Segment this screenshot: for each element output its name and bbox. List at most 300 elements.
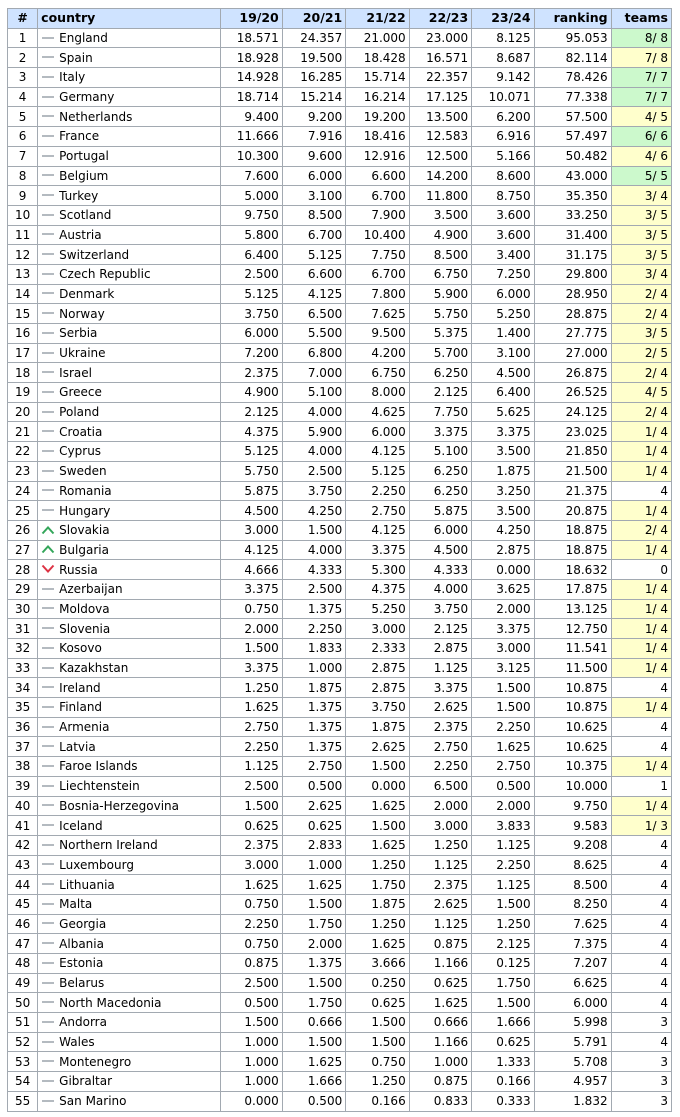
header-season-20-21[interactable]: 20/21 — [282, 9, 345, 29]
season-23-24-cell: 3.250 — [472, 481, 534, 501]
rank-cell: 42 — [8, 835, 38, 855]
season-21-22-cell: 6.000 — [346, 422, 409, 442]
rank-cell: 46 — [8, 914, 38, 934]
season-23-24-cell: 1.500 — [472, 894, 534, 914]
season-20-21-cell: 24.357 — [282, 28, 345, 48]
season-19-20-cell: 1.625 — [221, 698, 282, 718]
country-cell — [38, 698, 221, 718]
season-22-23-cell: 8.500 — [409, 245, 471, 265]
teams-cell: 4 — [611, 914, 671, 934]
season-22-23-cell: 14.200 — [409, 166, 471, 186]
rank-cell: 39 — [8, 776, 38, 796]
season-23-24-cell: 1.875 — [472, 461, 534, 481]
season-22-23-cell: 5.750 — [409, 304, 471, 324]
ranking-cell: 13.125 — [534, 599, 611, 619]
season-21-22-cell: 6.750 — [346, 363, 409, 383]
season-21-22-cell: 1.875 — [346, 894, 409, 914]
season-20-21-cell: 8.500 — [282, 205, 345, 225]
country-name: Poland — [59, 405, 100, 420]
rank-cell: 26 — [8, 520, 38, 540]
season-23-24-cell: 6.200 — [472, 107, 534, 127]
season-20-21-cell: 3.750 — [282, 481, 345, 501]
rank-cell: 50 — [8, 993, 38, 1013]
season-19-20-cell: 2.500 — [221, 973, 282, 993]
table-row — [8, 304, 672, 324]
country-name: Hungary — [59, 503, 111, 518]
table-row — [8, 993, 672, 1013]
ranking-cell: 1.832 — [534, 1091, 611, 1111]
season-20-21-cell: 0.625 — [282, 816, 345, 836]
header-season-19-20[interactable]: 19/20 — [221, 9, 282, 29]
no-change-dash-icon — [41, 328, 55, 338]
ranking-cell: 33.250 — [534, 205, 611, 225]
season-19-20-cell: 2.500 — [221, 264, 282, 284]
season-21-22-cell: 8.000 — [346, 383, 409, 403]
teams-cell: 2/ 4 — [611, 402, 671, 422]
rank-cell: 20 — [8, 402, 38, 422]
country-cell — [38, 540, 221, 560]
season-19-20-cell: 1.000 — [221, 1032, 282, 1052]
season-20-21-cell: 15.214 — [282, 87, 345, 107]
table-row — [8, 461, 672, 481]
country-name: Belgium — [59, 168, 109, 183]
country-name: Liechtenstein — [59, 779, 140, 794]
teams-cell: 3 — [611, 1072, 671, 1092]
season-21-22-cell: 5.250 — [346, 599, 409, 619]
table-row — [8, 481, 672, 501]
season-19-20-cell: 2.250 — [221, 914, 282, 934]
teams-cell: 1/ 4 — [611, 639, 671, 659]
season-19-20-cell: 0.625 — [221, 816, 282, 836]
season-21-22-cell: 1.250 — [346, 1072, 409, 1092]
season-23-24-cell: 3.600 — [472, 225, 534, 245]
no-change-dash-icon — [41, 505, 55, 515]
season-22-23-cell: 2.125 — [409, 619, 471, 639]
teams-cell: 2/ 5 — [611, 343, 671, 363]
rank-cell: 38 — [8, 757, 38, 777]
teams-cell: 3/ 5 — [611, 245, 671, 265]
season-22-23-cell: 16.571 — [409, 48, 471, 68]
country-name: Belarus — [59, 976, 105, 991]
rank-cell: 35 — [8, 698, 38, 718]
season-19-20-cell: 5.125 — [221, 442, 282, 462]
season-21-22-cell: 1.625 — [346, 934, 409, 954]
country-name: Austria — [59, 227, 102, 242]
no-change-dash-icon — [41, 111, 55, 121]
season-20-21-cell: 4.000 — [282, 540, 345, 560]
season-20-21-cell: 1.500 — [282, 894, 345, 914]
ranking-cell: 5.791 — [534, 1032, 611, 1052]
season-23-24-cell: 3.000 — [472, 639, 534, 659]
season-22-23-cell: 5.900 — [409, 284, 471, 304]
table-row — [8, 1072, 672, 1092]
season-19-20-cell: 5.875 — [221, 481, 282, 501]
rank-cell: 53 — [8, 1052, 38, 1072]
header-ranking[interactable]: ranking — [534, 9, 611, 29]
season-23-24-cell: 6.400 — [472, 383, 534, 403]
rank-cell: 37 — [8, 737, 38, 757]
season-19-20-cell: 1.500 — [221, 639, 282, 659]
ranking-cell: 20.875 — [534, 501, 611, 521]
country-name: Georgia — [59, 916, 107, 931]
country-cell — [38, 304, 221, 324]
rank-cell: 16 — [8, 324, 38, 344]
ranking-cell: 35.350 — [534, 186, 611, 206]
no-change-dash-icon — [41, 682, 55, 692]
country-name: Italy — [59, 70, 86, 85]
ranking-cell: 9.208 — [534, 835, 611, 855]
season-20-21-cell: 1.375 — [282, 717, 345, 737]
teams-cell: 4/ 5 — [611, 107, 671, 127]
no-change-dash-icon — [41, 210, 55, 220]
country-name: Bulgaria — [59, 542, 109, 557]
season-23-24-cell: 3.400 — [472, 245, 534, 265]
no-change-dash-icon — [41, 308, 55, 318]
season-21-22-cell: 6.700 — [346, 264, 409, 284]
teams-cell: 2/ 4 — [611, 284, 671, 304]
season-23-24-cell: 3.500 — [472, 501, 534, 521]
season-23-24-cell: 8.750 — [472, 186, 534, 206]
country-cell — [38, 501, 221, 521]
rank-cell: 49 — [8, 973, 38, 993]
teams-cell: 4 — [611, 993, 671, 1013]
teams-cell: 2/ 4 — [611, 304, 671, 324]
season-19-20-cell: 1.000 — [221, 1072, 282, 1092]
season-19-20-cell: 5.800 — [221, 225, 282, 245]
rank-up-icon — [41, 544, 55, 554]
season-23-24-cell: 2.125 — [472, 934, 534, 954]
country-cell — [38, 383, 221, 403]
season-21-22-cell: 2.625 — [346, 737, 409, 757]
rank-cell: 54 — [8, 1072, 38, 1092]
no-change-dash-icon — [41, 997, 55, 1007]
rank-cell: 55 — [8, 1091, 38, 1111]
rank-cell: 6 — [8, 127, 38, 147]
table-body — [8, 28, 672, 1111]
ranking-cell: 12.750 — [534, 619, 611, 639]
season-20-21-cell: 1.750 — [282, 993, 345, 1013]
header-rank[interactable]: # — [8, 9, 38, 29]
country-name: Portugal — [59, 149, 109, 164]
header-country[interactable]: country — [38, 9, 221, 29]
season-22-23-cell: 0.833 — [409, 1091, 471, 1111]
season-20-21-cell: 1.375 — [282, 698, 345, 718]
rank-cell: 17 — [8, 343, 38, 363]
country-name: Estonia — [59, 956, 104, 971]
season-22-23-cell: 3.375 — [409, 678, 471, 698]
ranking-cell: 10.875 — [534, 698, 611, 718]
no-change-dash-icon — [41, 151, 55, 161]
season-21-22-cell: 18.416 — [346, 127, 409, 147]
season-23-24-cell: 3.125 — [472, 658, 534, 678]
no-change-dash-icon — [41, 367, 55, 377]
table-row — [8, 205, 672, 225]
teams-cell: 4 — [611, 835, 671, 855]
country-name: Slovakia — [59, 523, 110, 538]
table-row — [8, 284, 672, 304]
table-row — [8, 363, 672, 383]
rank-cell: 48 — [8, 954, 38, 974]
season-23-24-cell: 0.166 — [472, 1072, 534, 1092]
teams-cell: 3 — [611, 1091, 671, 1111]
table-row — [8, 816, 672, 836]
season-20-21-cell: 6.600 — [282, 264, 345, 284]
country-cell — [38, 560, 221, 580]
season-20-21-cell: 1.500 — [282, 1032, 345, 1052]
country-name: Romania — [59, 483, 112, 498]
table-row — [8, 127, 672, 147]
country-cell — [38, 146, 221, 166]
rank-cell: 24 — [8, 481, 38, 501]
season-22-23-cell: 13.500 — [409, 107, 471, 127]
rank-cell: 32 — [8, 639, 38, 659]
ranking-cell: 9.750 — [534, 796, 611, 816]
country-cell — [38, 481, 221, 501]
teams-cell: 4 — [611, 737, 671, 757]
header-season-23-24[interactable]: 23/24 — [472, 9, 534, 29]
no-change-dash-icon — [41, 584, 55, 594]
country-name: Israel — [59, 365, 92, 380]
season-23-24-cell: 5.166 — [472, 146, 534, 166]
rank-cell: 2 — [8, 48, 38, 68]
country-cell — [38, 343, 221, 363]
teams-cell: 8/ 8 — [611, 28, 671, 48]
country-cell — [38, 205, 221, 225]
season-22-23-cell: 7.750 — [409, 402, 471, 422]
country-name: Moldova — [59, 601, 110, 616]
season-23-24-cell: 2.250 — [472, 717, 534, 737]
season-19-20-cell: 4.500 — [221, 501, 282, 521]
season-23-24-cell: 3.375 — [472, 619, 534, 639]
table-row — [8, 796, 672, 816]
season-20-21-cell: 1.375 — [282, 954, 345, 974]
rank-cell: 9 — [8, 186, 38, 206]
country-name: Iceland — [59, 818, 103, 833]
country-name: Albania — [59, 936, 104, 951]
table-row — [8, 343, 672, 363]
country-name: Denmark — [59, 286, 115, 301]
season-23-24-cell: 3.100 — [472, 343, 534, 363]
rank-cell: 27 — [8, 540, 38, 560]
season-22-23-cell: 0.625 — [409, 973, 471, 993]
rank-cell: 13 — [8, 264, 38, 284]
season-20-21-cell: 4.125 — [282, 284, 345, 304]
no-change-dash-icon — [41, 1056, 55, 1066]
ranking-cell: 31.400 — [534, 225, 611, 245]
country-name: San Marino — [59, 1094, 127, 1109]
season-23-24-cell: 5.625 — [472, 402, 534, 422]
teams-cell: 1/ 4 — [611, 422, 671, 442]
ranking-cell: 11.541 — [534, 639, 611, 659]
ranking-cell: 8.250 — [534, 894, 611, 914]
table-row — [8, 835, 672, 855]
country-name: Andorra — [59, 1015, 107, 1030]
ranking-cell: 5.708 — [534, 1052, 611, 1072]
country-cell — [38, 1072, 221, 1092]
season-20-21-cell: 5.900 — [282, 422, 345, 442]
no-change-dash-icon — [41, 72, 55, 82]
country-cell — [38, 914, 221, 934]
rank-cell: 36 — [8, 717, 38, 737]
season-19-20-cell: 6.000 — [221, 324, 282, 344]
season-21-22-cell: 12.916 — [346, 146, 409, 166]
season-21-22-cell: 1.250 — [346, 855, 409, 875]
header-season-21-22[interactable]: 21/22 — [346, 9, 409, 29]
season-19-20-cell: 0.000 — [221, 1091, 282, 1111]
season-22-23-cell: 2.250 — [409, 757, 471, 777]
season-22-23-cell: 5.100 — [409, 442, 471, 462]
teams-cell: 4 — [611, 934, 671, 954]
teams-cell: 1/ 4 — [611, 599, 671, 619]
country-cell — [38, 619, 221, 639]
country-name: Turkey — [59, 188, 99, 203]
country-cell — [38, 166, 221, 186]
country-cell — [38, 1032, 221, 1052]
ranking-cell: 27.000 — [534, 343, 611, 363]
country-name: Czech Republic — [59, 267, 151, 282]
season-19-20-cell: 3.750 — [221, 304, 282, 324]
teams-cell: 4 — [611, 894, 671, 914]
table-row — [8, 107, 672, 127]
table-row — [8, 875, 672, 895]
no-change-dash-icon — [41, 859, 55, 869]
season-21-22-cell: 2.875 — [346, 678, 409, 698]
no-change-dash-icon — [41, 623, 55, 633]
season-19-20-cell: 3.000 — [221, 520, 282, 540]
country-cell — [38, 186, 221, 206]
season-22-23-cell: 1.250 — [409, 835, 471, 855]
ranking-cell: 10.875 — [534, 678, 611, 698]
ranking-cell: 50.482 — [534, 146, 611, 166]
season-22-23-cell: 1.000 — [409, 1052, 471, 1072]
teams-cell: 3 — [611, 1013, 671, 1033]
rank-cell: 47 — [8, 934, 38, 954]
teams-cell: 4 — [611, 1032, 671, 1052]
season-23-24-cell: 3.833 — [472, 816, 534, 836]
rank-cell: 3 — [8, 68, 38, 88]
ranking-cell: 18.875 — [534, 520, 611, 540]
season-22-23-cell: 3.000 — [409, 816, 471, 836]
no-change-dash-icon — [41, 426, 55, 436]
season-21-22-cell: 0.166 — [346, 1091, 409, 1111]
teams-cell: 4 — [611, 954, 671, 974]
season-20-21-cell: 4.000 — [282, 442, 345, 462]
season-23-24-cell: 9.142 — [472, 68, 534, 88]
table-row — [8, 324, 672, 344]
ranking-cell: 10.625 — [534, 717, 611, 737]
season-19-20-cell: 2.375 — [221, 363, 282, 383]
table-row — [8, 520, 672, 540]
rank-cell: 22 — [8, 442, 38, 462]
teams-cell: 2/ 4 — [611, 363, 671, 383]
country-cell — [38, 639, 221, 659]
country-cell — [38, 245, 221, 265]
no-change-dash-icon — [41, 33, 55, 43]
season-19-20-cell: 0.750 — [221, 599, 282, 619]
rank-down-icon — [41, 564, 55, 574]
season-23-24-cell: 0.000 — [472, 560, 534, 580]
table-row — [8, 48, 672, 68]
ranking-cell: 26.875 — [534, 363, 611, 383]
season-20-21-cell: 1.000 — [282, 658, 345, 678]
country-cell — [38, 776, 221, 796]
ranking-cell: 29.800 — [534, 264, 611, 284]
header-teams[interactable]: teams — [611, 9, 671, 29]
country-name: Lithuania — [59, 877, 115, 892]
country-name: Ukraine — [59, 346, 106, 361]
season-19-20-cell: 1.000 — [221, 1052, 282, 1072]
country-cell — [38, 107, 221, 127]
ranking-cell: 23.025 — [534, 422, 611, 442]
season-20-21-cell: 1.375 — [282, 737, 345, 757]
season-22-23-cell: 1.166 — [409, 954, 471, 974]
season-21-22-cell: 1.500 — [346, 757, 409, 777]
season-20-21-cell: 16.285 — [282, 68, 345, 88]
country-name: Wales — [59, 1035, 95, 1050]
season-20-21-cell: 5.500 — [282, 324, 345, 344]
ranking-cell: 28.875 — [534, 304, 611, 324]
ranking-cell: 9.583 — [534, 816, 611, 836]
header-season-22-23[interactable]: 22/23 — [409, 9, 471, 29]
rank-cell: 19 — [8, 383, 38, 403]
teams-cell: 0 — [611, 560, 671, 580]
rank-cell: 11 — [8, 225, 38, 245]
season-20-21-cell: 1.625 — [282, 875, 345, 895]
no-change-dash-icon — [41, 1076, 55, 1086]
teams-cell: 4 — [611, 855, 671, 875]
season-21-22-cell: 2.250 — [346, 481, 409, 501]
season-20-21-cell: 2.500 — [282, 461, 345, 481]
country-cell — [38, 264, 221, 284]
season-23-24-cell: 4.250 — [472, 520, 534, 540]
country-cell — [38, 934, 221, 954]
country-name: Greece — [59, 385, 102, 400]
season-22-23-cell: 2.625 — [409, 894, 471, 914]
no-change-dash-icon — [41, 741, 55, 751]
season-19-20-cell: 1.500 — [221, 796, 282, 816]
country-cell — [38, 127, 221, 147]
country-cell — [38, 442, 221, 462]
season-23-24-cell: 1.500 — [472, 698, 534, 718]
country-cell — [38, 87, 221, 107]
country-cell — [38, 894, 221, 914]
country-cell — [38, 973, 221, 993]
teams-cell: 1/ 4 — [611, 757, 671, 777]
season-23-24-cell: 1.666 — [472, 1013, 534, 1033]
ranking-cell: 7.375 — [534, 934, 611, 954]
season-21-22-cell: 0.750 — [346, 1052, 409, 1072]
table-row — [8, 1013, 672, 1033]
ranking-cell: 21.375 — [534, 481, 611, 501]
ranking-cell: 11.500 — [534, 658, 611, 678]
season-19-20-cell: 0.750 — [221, 894, 282, 914]
country-name: Faroe Islands — [59, 759, 138, 774]
no-change-dash-icon — [41, 643, 55, 653]
rank-cell: 1 — [8, 28, 38, 48]
no-change-dash-icon — [41, 603, 55, 613]
season-22-23-cell: 1.125 — [409, 855, 471, 875]
season-23-24-cell: 3.500 — [472, 442, 534, 462]
country-name: Malta — [59, 897, 93, 912]
teams-cell: 1/ 4 — [611, 619, 671, 639]
teams-cell: 3/ 4 — [611, 264, 671, 284]
country-cell — [38, 461, 221, 481]
season-21-22-cell: 1.625 — [346, 796, 409, 816]
season-20-21-cell: 6.000 — [282, 166, 345, 186]
rank-cell: 14 — [8, 284, 38, 304]
season-22-23-cell: 4.900 — [409, 225, 471, 245]
table-row — [8, 737, 672, 757]
